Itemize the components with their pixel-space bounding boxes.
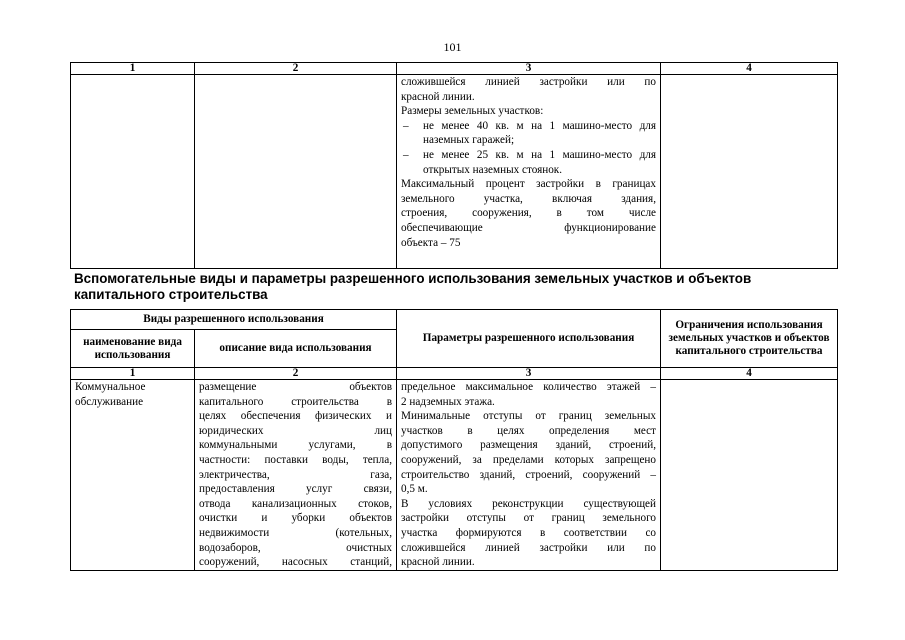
text-line: наземных гаражей; xyxy=(423,134,515,147)
column-number: 3 xyxy=(397,368,661,380)
text-line: В условиях реконструкции существующей xyxy=(401,497,657,510)
text-line: открытых наземных стоянок. xyxy=(423,163,563,176)
empty-cell xyxy=(195,75,397,269)
empty-cell xyxy=(71,75,195,269)
kinds-header: Виды разрешенного использования xyxy=(71,310,397,330)
table-row xyxy=(71,380,838,571)
text-line: 0,5 м. xyxy=(401,483,428,496)
text-line: обеспечивающие функционирование xyxy=(401,221,656,234)
text-line: обслуживание xyxy=(75,395,144,408)
text-line: – не менее 25 кв. м на 1 машино-место для xyxy=(423,148,656,161)
text-line: очистки и уборки объектов xyxy=(199,512,393,525)
text-line: частности: поставки воды, тепла, xyxy=(199,453,393,466)
text-line: водозаборов, очистных xyxy=(199,541,393,554)
name-header: наименование вида использования xyxy=(71,330,195,368)
text-line: целях обеспечения физических и xyxy=(199,410,393,423)
text-line: строительство зданий, строений, сооружений – xyxy=(401,468,657,481)
params-cell xyxy=(397,380,661,571)
text-line: электричества, газа, xyxy=(199,468,393,481)
column-number: 1 xyxy=(71,368,195,380)
text-line: объекта – 75 xyxy=(401,236,461,249)
table-row xyxy=(71,75,838,269)
text-line: сооружений, за пределами которых запрещено xyxy=(401,453,657,466)
header-row xyxy=(71,310,838,330)
column-number: 4 xyxy=(661,63,838,75)
text-line: сооружений, насосных станций, xyxy=(199,556,393,569)
text-line: участков в целях определения мест xyxy=(401,424,657,437)
section-title: Вспомогательные виды и параметры разрешенного использования земельных участков и объектов капитального строительства xyxy=(74,271,752,302)
text-line: юридических лиц xyxy=(199,424,393,437)
column-number: 3 xyxy=(397,63,661,75)
page-number: 101 xyxy=(443,40,462,54)
text-line: недвижимости (котельных, xyxy=(199,526,393,539)
list-item xyxy=(401,119,656,148)
description-cell xyxy=(195,380,397,571)
text-line: строения, сооружения, в том числе xyxy=(401,207,656,220)
column-number: 2 xyxy=(195,63,397,75)
bottom-table xyxy=(70,309,838,571)
column-number-row xyxy=(71,368,838,380)
text-line: размещение объектов xyxy=(199,381,393,393)
empty-cell xyxy=(661,75,838,269)
text-line: предоставления услуг связи, xyxy=(199,483,393,496)
restrictions-header: Ограничения использования земельных участков и объектов капитального строительства xyxy=(661,310,838,368)
column-number-row xyxy=(71,63,838,75)
description-header: описание вида использования xyxy=(195,330,397,368)
column-number: 2 xyxy=(195,368,397,380)
text-line: сложившейся линией застройки или по xyxy=(401,541,657,554)
params-header: Параметры разрешенного использования xyxy=(397,310,661,368)
text-line: Коммунальное xyxy=(75,381,146,393)
text-line: предельное максимальное количество этажей – xyxy=(401,381,657,393)
text-line: – не менее 40 кв. м на 1 машино-место для xyxy=(423,119,656,132)
text-line: красной линии. xyxy=(401,90,475,103)
text-line: земельного участка, включая здания, xyxy=(401,192,656,205)
text-line: застройки отступы от границ земельного xyxy=(401,512,657,525)
column-number: 1 xyxy=(71,63,195,75)
text-line: 2 надземных этажа. xyxy=(401,395,495,408)
text-line: допустимого размещения зданий, строений, xyxy=(401,439,657,452)
text-line: сложившейся линией застройки или по xyxy=(401,76,656,88)
text-line: красной линии. xyxy=(401,556,475,569)
text-line: Минимальные отступы от границ земельных xyxy=(401,410,657,423)
text-line: капитального строительства в xyxy=(199,395,393,408)
text-line: Максимальный процент застройки в границах xyxy=(401,178,656,191)
text-line: участка формируются в соответствии со xyxy=(401,526,657,539)
list-item xyxy=(401,148,656,177)
sizes-title: Размеры земельных участков: xyxy=(401,105,544,118)
name-cell xyxy=(71,380,195,571)
text-line: коммунальными услугами, в xyxy=(199,439,393,452)
top-table xyxy=(70,62,838,269)
text-line: отвода канализационных стоков, xyxy=(199,497,393,510)
empty-cell xyxy=(661,380,838,571)
params-cell xyxy=(397,75,661,269)
column-number: 4 xyxy=(661,368,838,380)
